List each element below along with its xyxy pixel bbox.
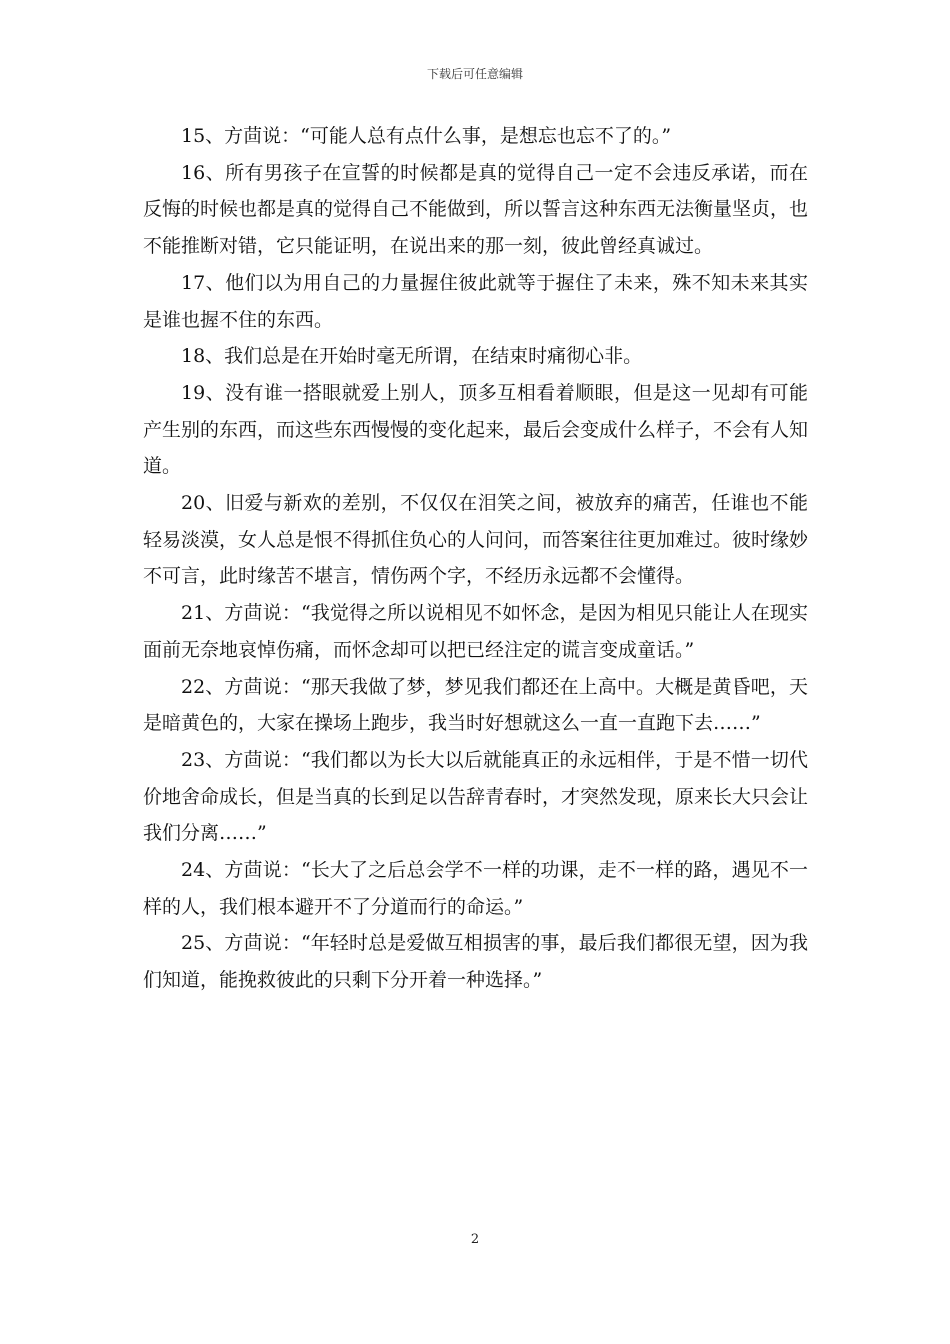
page-number: 2 (470, 1232, 480, 1247)
paragraph-20: 20、旧爱与新欢的差别，不仅仅在泪笑之间，被放弃的痛苦，任谁也不能轻易淡漠，女人总是恨不得抓住负心的人问问，而答案往往更加难过。彼时缘妙不可言，此时缘苦不堪言，情伤两个字，不经历永远都不会懂得。 (143, 492, 809, 588)
paragraph-19: 19、没有谁一搭眼就爱上别人，顶多互相看着顺眼，但是这一见却有可能产生别的东西，而这些东西慢慢的变化起来，最后会变成什么样子，不会有人知道。 (143, 381, 809, 478)
paragraph-25: 25、方茴说：“年轻时总是爱做互相损害的事，最后我们都很无望，因为我们知道，能挽救彼此的只剩下分开着一种选择。” (143, 932, 808, 992)
paragraph-15: 15、方茴说：“可能人总有点什么事，是想忘也忘不了的。” (181, 125, 672, 147)
paragraph-23: 23、方茴说：“我们都以为长大以后就能真正的永远相伴，于是不惜一切代价地舍命成长，但是当真的长到足以告辞青春时，才突然发现，原来长大只会让我们分离……” (143, 748, 809, 845)
paragraph-24: 24、方茴说：“长大了之后总会学不一样的功课，走不一样的路，遇见不一样的人，我们根本避开不了分道而行的命运。” (143, 859, 808, 918)
paragraph-22: 22、方茴说：“那天我做了梦，梦见我们都还在上高中。大概是黄昏吧，天是暗黄色的，大家在操场上跑步，我当时好想就这么一直一直跑下去……” (143, 675, 808, 735)
paragraph-21: 21、方茴说：“我觉得之所以说相见不如怀念，是因为相见只能让人在现实面前无奈地哀悼伤痛，而怀念却可以把已经注定的谎言变成童话。” (143, 602, 808, 661)
page-header: 下载后可任意编辑 (426, 67, 523, 81)
paragraph-16: 16、所有男孩子在宣誓的时候都是真的觉得自己一定不会违反承诺，而在反悔的时候也都是真的觉得自己不能做到，所以誓言这种东西无法衡量坚贞，也不能推断对错，它只能证明，在说出来的那一刻，彼此曾经真诚过。 (143, 161, 809, 258)
paragraph-18: 18、我们总是在开始时毫无所谓，在结束时痛彻心非。 (181, 345, 643, 368)
document-body (143, 118, 808, 999)
paragraph-17: 17、他们以为用自己的力量握住彼此就等于握住了未来，殊不知未来其实是谁也握不住的东西。 (143, 271, 808, 331)
